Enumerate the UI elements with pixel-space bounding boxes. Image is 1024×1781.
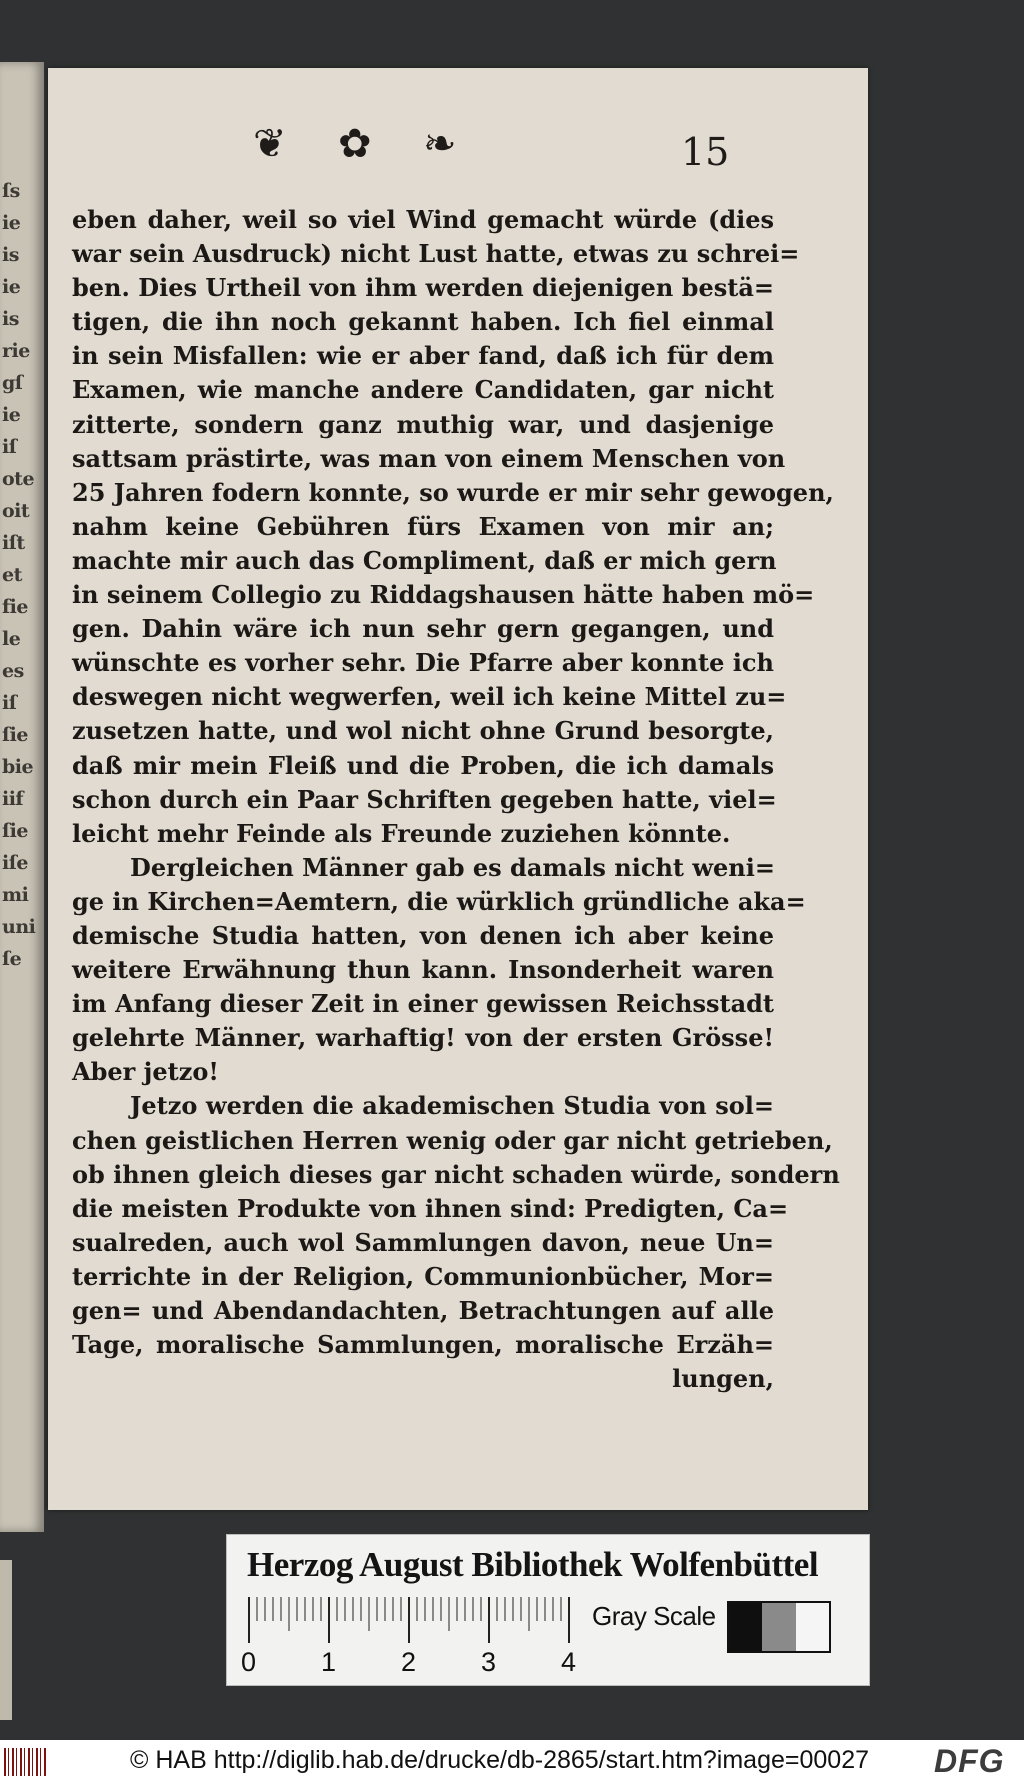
facing-page-text-fragment: iſ bbox=[2, 692, 17, 714]
gray-patch-mid bbox=[762, 1603, 795, 1651]
text-line: gen= und Abendandachten, Betrachtungen auf alle bbox=[72, 1296, 774, 1325]
ruler-number: 1 bbox=[321, 1647, 337, 1677]
facing-page-text-fragment: fie bbox=[2, 596, 28, 618]
facing-page-text-fragment: iſ bbox=[2, 436, 17, 458]
facing-page-text-fragment: ie bbox=[2, 404, 21, 426]
text-line: ge in Kirchen=Aemtern, die würklich gründliche aka= bbox=[72, 886, 806, 916]
text-line: gen. Dahin wäre ich nun sehr gern gegangen, und bbox=[72, 614, 774, 644]
text-line: Examen, wie manche andere Candidaten, gar nicht bbox=[72, 375, 774, 405]
text-line: die meisten Produkte von ihnen sind: Predigten, Ca= bbox=[72, 1193, 789, 1223]
ornament-right-icon: ❧ bbox=[423, 121, 457, 167]
text-line: Jetzo werden die akademischen Studia von sol= bbox=[130, 1091, 774, 1121]
facing-page-text-fragment: rie bbox=[2, 340, 30, 362]
page-body-text bbox=[72, 203, 840, 1396]
text-line: zitterte, sondern ganz muthig war, und dasjenige bbox=[72, 409, 774, 439]
text-line: Dergleichen Männer gab es damals nicht weni= bbox=[130, 852, 775, 882]
viewer-footer bbox=[0, 1740, 1024, 1781]
dfg-logo: DFG bbox=[934, 1743, 1005, 1779]
facing-page-text-fragment: is bbox=[2, 244, 19, 266]
text-line: sualreden, auch wol Sammlungen davon, neue Un= bbox=[72, 1227, 774, 1257]
text-line: tigen, die ihn noch gekannt haben. Ich fiel einmal bbox=[72, 307, 774, 337]
text-line: Aber jetzo! bbox=[72, 1057, 219, 1087]
text-line: nahm keine Gebühren fürs Examen von mir an; bbox=[72, 511, 774, 541]
facing-page-edge bbox=[0, 62, 44, 1532]
facing-page-text-fragment: ſs bbox=[2, 180, 20, 202]
text-line: wünschte es vorher sehr. Die Pfarre aber konnte ich bbox=[72, 648, 774, 678]
text-line: demische Studia hatten, von denen ich aber keine bbox=[72, 920, 774, 950]
ruler-number: 2 bbox=[401, 1647, 417, 1677]
facing-page-text-fragment: oit bbox=[2, 500, 30, 522]
ornament-center-icon: ✿ bbox=[338, 121, 372, 167]
text-line: daß mir mein Fleiß und die Proben, die ich damals bbox=[72, 750, 774, 780]
text-line: lungen, bbox=[672, 1364, 774, 1394]
facing-page-lower-edge bbox=[0, 1560, 12, 1720]
text-line: Tage, moralische Sammlungen, moralische Erzäh= bbox=[72, 1330, 774, 1360]
text-line: in seinem Collegio zu Riddagshausen hätte haben mö= bbox=[72, 580, 815, 610]
facing-page-text-fragment: bie bbox=[2, 756, 34, 778]
text-line: ben. Dies Urtheil von ihm werden diejenigen bestä= bbox=[72, 273, 774, 303]
page-header bbox=[48, 68, 868, 178]
ornament-left-icon: ❦ bbox=[253, 121, 287, 167]
color-calibration-target bbox=[226, 1534, 870, 1686]
facing-page-text-fragment: ſie bbox=[2, 820, 28, 842]
gray-patch-black bbox=[729, 1603, 762, 1651]
ruler-number: 3 bbox=[481, 1647, 497, 1677]
facing-page-text-fragment: es bbox=[2, 660, 24, 682]
facing-page-text-fragment: mi bbox=[2, 884, 29, 906]
text-line: leicht mehr Feinde als Freunde zuziehen könnte. bbox=[72, 818, 731, 848]
facing-page-text-fragment: iif bbox=[2, 788, 24, 810]
gray-scale-label: Gray Scale bbox=[592, 1601, 716, 1631]
facing-page-text-fragment: gſ bbox=[2, 372, 23, 394]
text-line: sattsam prästirte, was man von einem Menschen von bbox=[72, 443, 786, 473]
facing-page-text-fragment: ie bbox=[2, 276, 21, 298]
text-line: terrichte in der Religion, Communionbücher, Mor= bbox=[72, 1261, 774, 1291]
facing-page-text-fragment: le bbox=[2, 628, 21, 650]
facing-page-text-fragment: ſe bbox=[2, 948, 22, 970]
text-line: machte mir auch das Compliment, daß er mich gern bbox=[72, 545, 777, 575]
text-line: weitere Erwähnung thun kann. Insonderheit waren bbox=[72, 955, 774, 985]
gray-patch-white bbox=[796, 1603, 829, 1651]
text-line: war sein Ausdruck) nicht Lust hatte, etwas zu schrei= bbox=[72, 239, 800, 269]
ruler-numbers bbox=[241, 1647, 581, 1677]
ruler-number: 0 bbox=[241, 1647, 257, 1677]
text-line: in sein Misfallen: wie er aber fand, daß ich für dem bbox=[72, 341, 774, 371]
ruler-number: 4 bbox=[561, 1647, 577, 1677]
book-page bbox=[48, 68, 868, 1510]
facing-page-text-fragment: ie bbox=[2, 212, 21, 234]
source-url-link[interactable]: © HAB http://diglib.hab.de/drucke/db-2865/start.htm?image=00027 bbox=[130, 1746, 870, 1774]
gray-scale-patches bbox=[727, 1601, 831, 1653]
text-line: schon durch ein Paar Schriften gegeben hatte, viel= bbox=[72, 784, 777, 814]
facing-page-text-fragment: iſt bbox=[2, 532, 25, 554]
facing-page-text-fragment: is bbox=[2, 308, 19, 330]
text-line: chen geistlichen Herren wenig oder gar nicht getrieben, bbox=[72, 1125, 833, 1155]
library-name: Herzog August Bibliothek Wolfenbüttel bbox=[247, 1545, 819, 1584]
page-number: 15 bbox=[681, 130, 730, 174]
text-line: im Anfang dieser Zeit in einer gewissen Reichsstadt bbox=[72, 989, 774, 1019]
barcode-icon bbox=[4, 1748, 48, 1776]
text-line: ob ihnen gleich dieses gar nicht schaden würde, sondern bbox=[72, 1159, 840, 1189]
measurement-ruler bbox=[247, 1597, 577, 1647]
text-line: zusetzen hatte, und wol nicht ohne Grund besorgte, bbox=[72, 716, 774, 746]
facing-page-text-fragment: ſie bbox=[2, 724, 28, 746]
facing-page-text-fragment: uni bbox=[2, 916, 36, 938]
facing-page-text-fragment: ote bbox=[2, 468, 35, 490]
facing-page-text-fragment: iſe bbox=[2, 852, 28, 874]
facing-page-text-fragment: et bbox=[2, 564, 22, 586]
text-line: gelehrte Männer, warhaftig! von der ersten Grösse! bbox=[72, 1023, 774, 1053]
text-line: deswegen nicht wegwerfen, weil ich keine Mittel zu= bbox=[72, 682, 787, 712]
text-line: 25 Jahren fodern konnte, so wurde er mir sehr gewogen, bbox=[72, 477, 834, 507]
text-line: eben daher, weil so viel Wind gemacht würde (dies bbox=[72, 205, 774, 234]
